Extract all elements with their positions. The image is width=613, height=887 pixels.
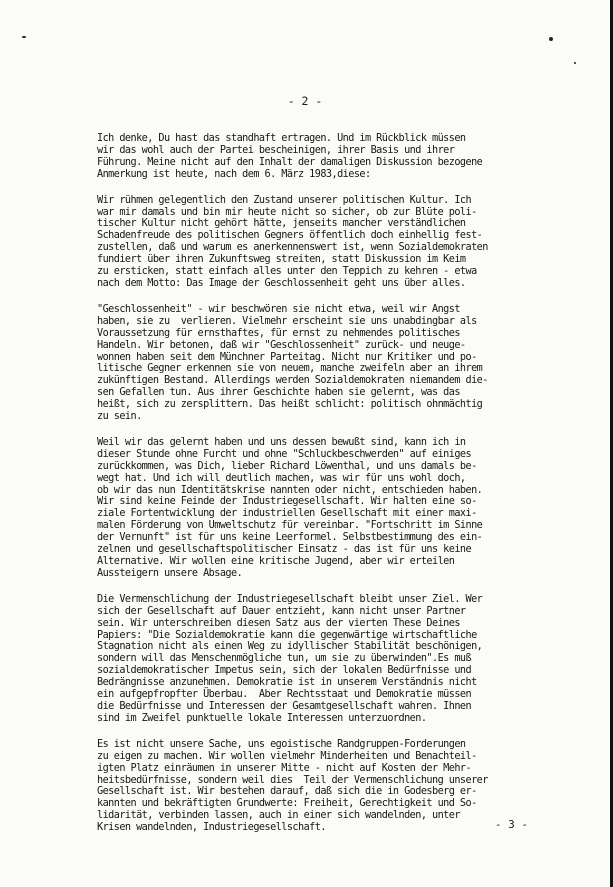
- text-line: Alternative. Wir wollen eine kritische Jugend, aber wir erteilen: [97, 556, 455, 567]
- paragraph: [97, 133, 567, 181]
- paragraph: [97, 437, 567, 580]
- text-line: ob wir das nun Identitätskrise nannten oder nicht, entschieden haben.: [97, 484, 483, 496]
- text-line: nach dem Motto: Das Image der Geschlossenheit geht uns über alles.: [97, 277, 466, 289]
- text-line: zu sein.: [97, 411, 142, 423]
- scan-speck: [549, 37, 553, 41]
- text-line: Voraussetzung für ernsthaftes, für ernst zu nehmendes politisches: [97, 327, 460, 339]
- text-line: lidarität, verbinden lassen, auch in einer sich wandelnden, unter: [97, 810, 460, 822]
- text-line: der Vernunft" ist für uns keine Leerformel. Selbstbestimmung des ein-: [97, 532, 483, 544]
- text-line: Aussteigern unsere Absage.: [97, 567, 243, 579]
- text-line: litische Gegner erkennen sie von neuem, manche zweifeln aber an ihrem: [97, 363, 483, 375]
- text-line: sich der Gesellschaft auf Dauer entzieht, kann nicht unser Partner: [97, 605, 466, 617]
- text-line: Schadenfreude des politischen Gegners öffentlich doch einhellig fest-: [97, 230, 483, 242]
- text-line: zukünftigen Bestand. Allerdings werden Sozialdemokraten niemandem die-: [97, 375, 488, 387]
- text-line: Bedrängnisse anzunehmen. Demokratie ist in unserem Verständnis nicht: [97, 677, 477, 689]
- text-line: kannten und bekräftigten Grundwerte: Freiheit, Gerechtigkeit und So-: [97, 798, 477, 810]
- text-line: zurückkommen, was Dich, lieber Richard Löwenthal, und uns damals be-: [97, 460, 477, 472]
- text-line: ein aufgepfropfter Überbau. Aber Rechtsstaat und Demokratie müssen: [97, 689, 472, 701]
- letter-body: [97, 133, 567, 848]
- paragraph: [97, 195, 567, 290]
- text-line: ziale Fortentwicklung der industriellen Gesellschaft mit einer maxi-: [97, 508, 477, 520]
- text-line: zelnen und gesellschaftspolitischer Einsatz - das ist für uns keine: [97, 544, 472, 556]
- text-line: sein. Wir unterschreiben diesen Satz aus der vierten These Deines: [97, 617, 460, 629]
- text-line: sen Gefallen tun. Aus ihrer Geschichte haben sie gelernt, was das: [97, 387, 460, 399]
- text-line: die Bedürfnisse und Interessen der Gesamtgesellschaft wahren. Ihnen: [97, 700, 472, 712]
- scan-speck: [574, 62, 576, 64]
- text-line: Es ist nicht unsere Sache, uns egoistische Randgruppen-Forderungen: [97, 738, 466, 750]
- text-line: malen Förderung von Umweltschutz für vereinbar. "Fortschritt im Sinne: [97, 520, 483, 532]
- text-line: Weil wir das gelernt haben und uns dessen bewußt sind, kann ich in: [97, 436, 466, 448]
- text-line: Handeln. Wir betonen, daß wir "Geschlossenheit" zurück- und neuge-: [97, 339, 466, 351]
- text-line: war mir damals und bin mir heute nicht so sicher, ob zur Blüte poli-: [97, 206, 477, 218]
- text-line: tischer Kultur nicht gehört hätte, jenseits mancher verständlichen: [97, 218, 466, 230]
- text-line: heitsbedürfnisse, sondern weil dies Teil der Vermenschlichung unserer: [97, 774, 488, 786]
- text-line: Wir rühmen gelegentlich den Zustand unserer politischen Kultur. Ich: [97, 194, 472, 206]
- text-line: haben, sie zu verlieren. Vielmehr erscheint sie uns unabdingbar als: [97, 315, 477, 327]
- text-line: Krisen wandelnden, Industriegesellschaft.: [97, 822, 326, 834]
- paragraph: [97, 304, 567, 423]
- text-line: Die Vermenschlichung der Industriegesellschaft bleibt unser Ziel. Wer: [97, 593, 483, 605]
- page-number-top: - 2 -: [287, 94, 323, 108]
- text-line: Stagnation nicht als einen Weg zu idyllischer Stabilität beschönigen,: [97, 641, 483, 653]
- text-line: sondern will das Menschenmögliche tun, um sie zu überwinden".Es muß: [97, 653, 472, 665]
- text-line: wir das wohl auch der Partei bescheinigen, ihrer Basis und ihrer: [97, 144, 455, 156]
- text-line: Papiers: "Die Sozialdemokratie kann die gegenwärtige wirtschaftliche: [97, 629, 477, 641]
- scan-speck: [22, 36, 26, 38]
- text-line: Ich denke, Du hast das standhaft ertragen. Und im Rückblick müssen: [97, 133, 466, 144]
- text-line: zu ersticken, statt einfach alles unter den Teppich zu kehren - etwa: [97, 266, 477, 278]
- text-line: heißt, sich zu zersplittern. Das heißt schlicht: politisch ohnmächtig: [97, 399, 483, 411]
- text-line: fundiert über ihren Zukunftsweg streiten, statt Diskussion im Keim: [97, 254, 466, 266]
- text-line: wegt hat. Und ich will deutlich machen, was wir für uns wohl doch,: [97, 472, 466, 484]
- text-line: Führung. Meine nicht auf den Inhalt der damaligen Diskussion bezogene: [97, 156, 483, 168]
- text-line: Gesellschaft ist. Wir bestehen darauf, daß sich die in Godesberg er-: [97, 786, 477, 798]
- text-line: zu eigen zu machen. Wir wollen vielmehr Minderheiten und Benachteil-: [97, 750, 477, 762]
- page-number-bottom: - 3 -: [494, 818, 528, 831]
- paragraph: [97, 594, 567, 725]
- text-line: Wir sind keine Feinde der Industriegesellschaft. Wir halten eine so-: [97, 496, 477, 508]
- text-line: dieser Stunde ohne Furcht und ohne "Schluckbeschwerden" auf einiges: [97, 448, 472, 460]
- text-line: sind im Zweifel punktuelle lokale Interessen unterzuordnen.: [97, 712, 427, 724]
- text-line: zustellen, daß und warum es anerkennenswert ist, wenn Sozialdemokraten: [97, 242, 488, 254]
- text-line: "Geschlossenheit" - wir beschwören sie nicht etwa, weil wir Angst: [97, 303, 460, 315]
- text-line: igten Platz einräumen in unserer Mitte - nicht auf Kosten der Mehr-: [97, 762, 472, 774]
- text-line: Anmerkung ist heute, nach dem 6. März 1983,diese:: [97, 168, 371, 180]
- text-line: wonnen haben seit dem Münchner Parteitag. Nicht nur Kritiker und po-: [97, 351, 477, 363]
- text-line: sozialdemokratischer Impetus sein, sich der lokalen Bedürfnisse und: [97, 665, 472, 677]
